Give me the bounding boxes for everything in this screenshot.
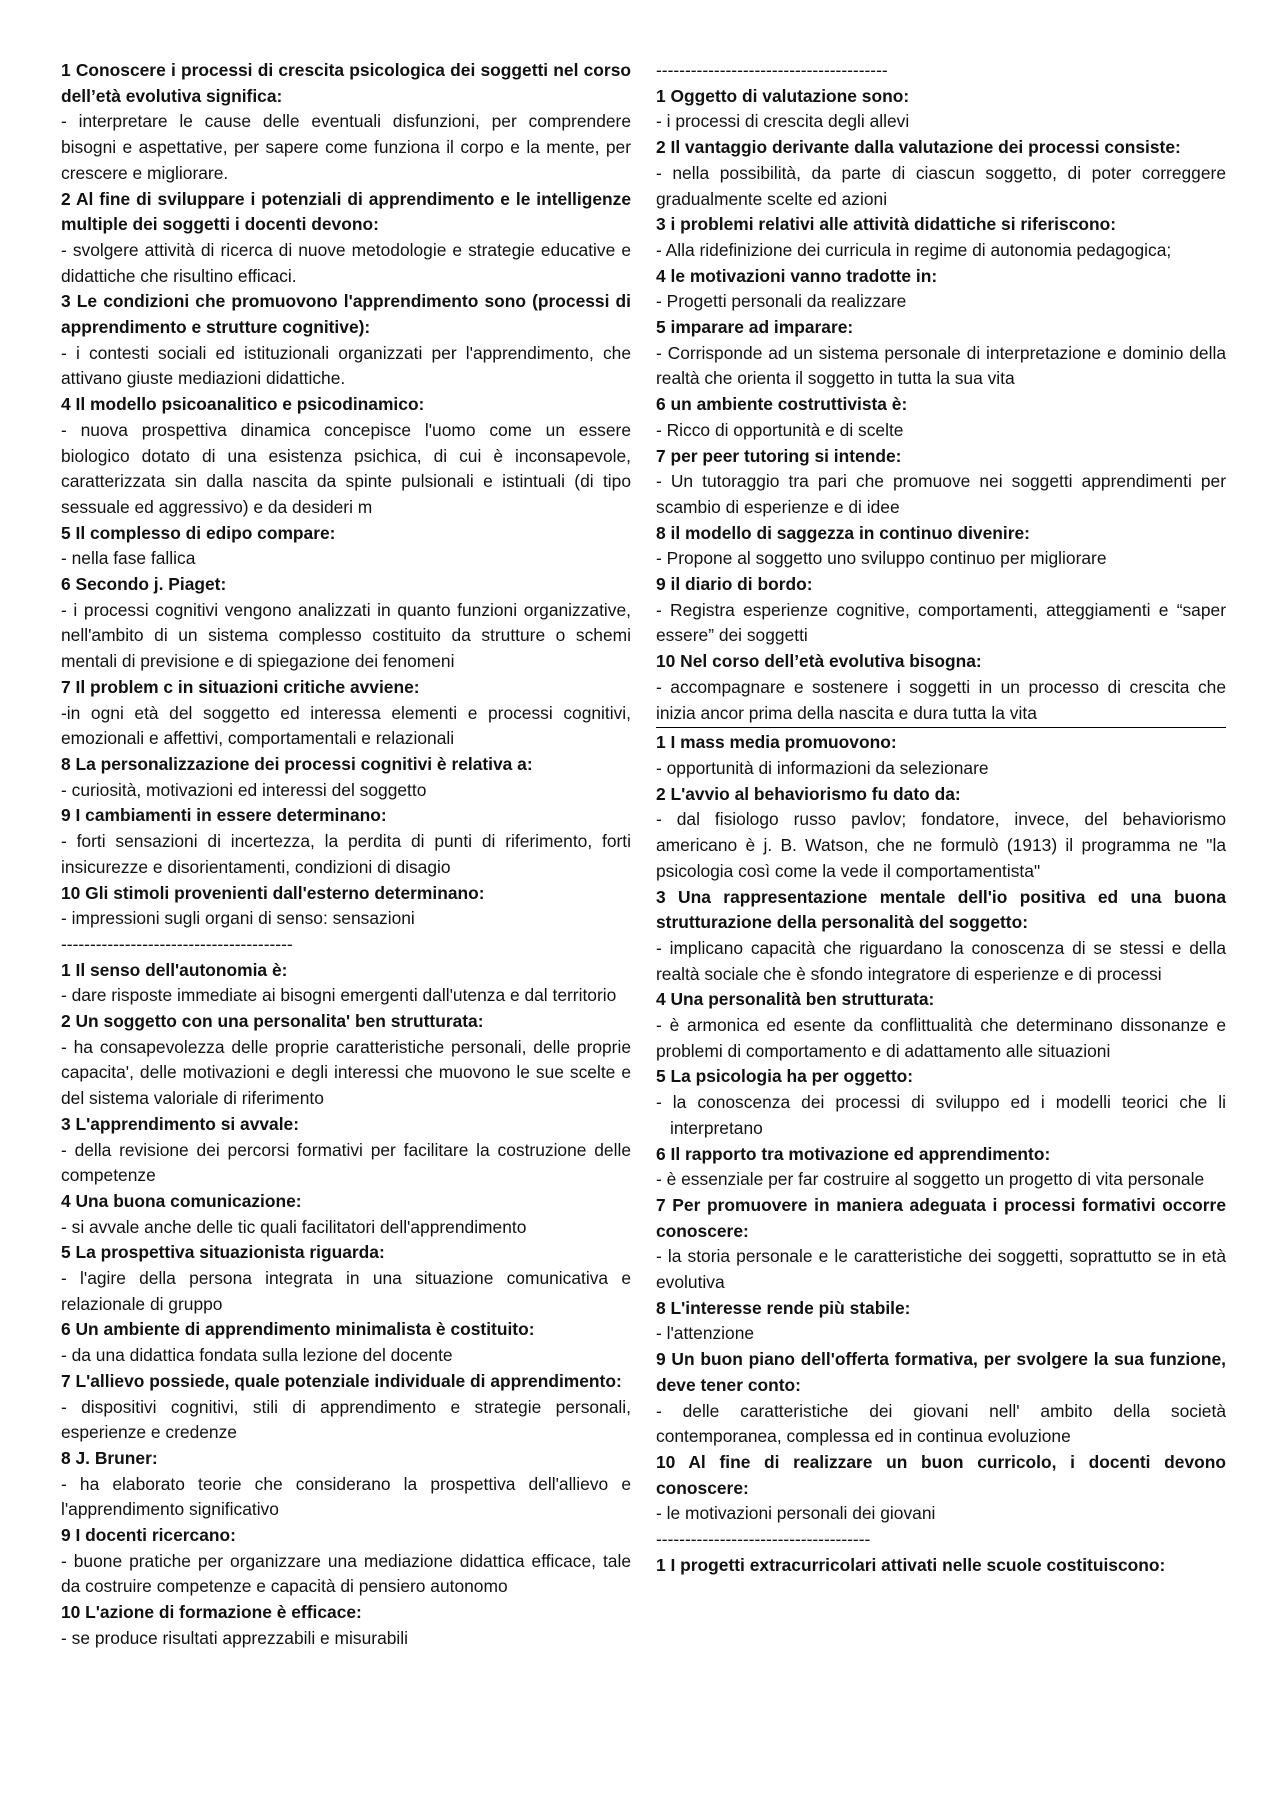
qa-item <box>61 675 631 752</box>
question: 2 Un soggetto con una personalita' ben strutturata: <box>61 1011 484 1032</box>
qa-item <box>61 958 631 1009</box>
right-column <box>656 58 1226 1578</box>
qa-item <box>656 1064 1226 1141</box>
qa-item <box>61 881 631 932</box>
question: 6 Un ambiente di apprendimento minimalista è costituito: <box>61 1319 535 1340</box>
answer: - svolgere attività di ricerca di nuove metodologie e strategie educative e didattiche che risultino efficaci. <box>61 239 631 286</box>
question: 7 L'allievo possiede, quale potenziale individuale di apprendimento: <box>61 1370 622 1391</box>
qa-item <box>61 1009 631 1112</box>
question: 2 Al fine di sviluppare i potenziali di apprendimento e le intelligenze multiple dei soggetti i docenti devono: <box>61 188 631 235</box>
question: 2 Il vantaggio derivante dalla valutazione dei processi consiste: <box>656 137 1181 158</box>
answer: - curiosità, motivazioni ed interessi del soggetto <box>61 779 427 800</box>
question: 9 Un buon piano dell'offerta formativa, per svolgere la sua funzione, deve tener conto: <box>656 1349 1226 1395</box>
qa-item <box>61 58 631 187</box>
answer: - della revisione dei percorsi formativi per facilitare la costruzione delle competenze <box>61 1139 631 1186</box>
qa-item <box>656 264 1226 315</box>
separator-line: ---------------------------------------- <box>61 933 293 954</box>
answer: - i processi cognitivi vengono analizzati in quanto funzioni organizzative, nell'ambito di un sistema complesso costituito da strutture o schemi mentali di previsione e di spiegazione dei fenomeni <box>61 599 631 672</box>
answer: - forti sensazioni di incertezza, la perdita di punti di riferimento, forti insicurezze e disorientamenti, condizioni di disagio <box>61 831 631 877</box>
qa-item <box>656 1347 1226 1450</box>
qa-item <box>656 987 1226 1064</box>
qa-item <box>656 649 1226 726</box>
answer: - la storia personale e le caratteristiche dei soggetti, soprattutto se in età evolutiva <box>656 1246 1226 1293</box>
answer: - si avvale anche delle tic quali facilitatori dell'apprendimento <box>61 1216 527 1237</box>
qa-item <box>656 212 1226 263</box>
answer: - i processi di crescita degli allevi <box>656 111 910 132</box>
question: 4 Il modello psicoanalitico e psicodinamico: <box>61 394 425 415</box>
qa-item <box>656 392 1226 443</box>
question: 4 Una buona comunicazione: <box>61 1190 302 1211</box>
answer: - Propone al soggetto uno sviluppo continuo per migliorare <box>656 548 1107 569</box>
answer: - i contesti sociali ed istituzionali organizzati per l'apprendimento, che attivano giuste mediazioni didattiche. <box>61 342 631 389</box>
qa-item <box>61 1369 631 1446</box>
question: 10 L'azione di formazione è efficace: <box>61 1602 362 1623</box>
question: 1 Il senso dell'autonomia è: <box>61 959 288 980</box>
answer: - Progetti personali da realizzare <box>656 291 907 312</box>
question: 7 Il problem c in situazioni critiche avviene: <box>61 676 420 697</box>
qa-item <box>656 1193 1226 1296</box>
qa-item <box>61 803 631 880</box>
answer: - ha consapevolezza delle proprie caratteristiche personali, delle proprie capacita', delle motivazioni e degli interessi che muovono le sue scelte e del sistema valoriale di riferimento <box>61 1036 631 1109</box>
answer: - Ricco di opportunità e di scelte <box>656 419 904 440</box>
question: 8 il modello di saggezza in continuo divenire: <box>656 522 1030 543</box>
answer: - nella possibilità, da parte di ciascun soggetto, di poter correggere gradualmente scelte ed azioni <box>656 162 1226 209</box>
left-section-1 <box>61 58 631 932</box>
left-column <box>61 58 631 1652</box>
question: 10 Nel corso dell’età evolutiva bisogna: <box>656 651 982 672</box>
question: 3 i problemi relativi alle attività didattiche si riferiscono: <box>656 214 1117 235</box>
answer: - Registra esperienze cognitive, comportamenti, atteggiamenti e “saper essere” dei soggetti <box>656 599 1226 646</box>
question: 5 La psicologia ha per oggetto: <box>656 1066 914 1087</box>
question: 9 il diario di bordo: <box>656 574 813 595</box>
qa-item <box>656 444 1226 521</box>
qa-item <box>656 135 1226 212</box>
qa-item <box>61 572 631 675</box>
question: 6 Il rapporto tra motivazione ed apprendimento: <box>656 1143 1051 1164</box>
qa-item <box>656 315 1226 392</box>
question: 5 La prospettiva situazionista riguarda: <box>61 1242 385 1263</box>
qa-item <box>61 289 631 392</box>
question: 1 I mass media promuovono: <box>656 732 897 753</box>
answer: - le motivazioni personali dei giovani <box>656 1503 936 1524</box>
question: 1 I progetti extracurricolari attivati nelle scuole costituiscono: <box>656 1554 1166 1575</box>
right-section-1 <box>656 58 1226 726</box>
qa-item <box>656 1450 1226 1527</box>
answer: - Corrisponde ad un sistema personale di interpretazione e dominio della realtà che orienta il soggetto in tutta la sua vita <box>656 342 1226 389</box>
question: 5 Il complesso di edipo compare: <box>61 522 336 543</box>
question: 1 Oggetto di valutazione sono: <box>656 85 910 106</box>
left-section-2 <box>61 932 631 1652</box>
answer: - interpretare le cause delle eventuali disfunzioni, per comprendere bisogni e aspettative, per sapere come funziona il corpo e la mente, per crescere e migliorare. <box>61 111 631 183</box>
qa-item <box>656 885 1226 988</box>
answer: - delle caratteristiche dei giovani nell' ambito della società contemporanea, complessa ed in continua evoluzione <box>656 1400 1226 1447</box>
qa-item <box>656 730 1226 781</box>
qa-item <box>656 84 1226 135</box>
answer: - dispositivi cognitivi, stili di apprendimento e strategie personali, esperienze e credenze <box>61 1396 631 1443</box>
qa-item <box>656 782 1226 885</box>
answer: - se produce risultati apprezzabili e misurabili <box>61 1627 408 1648</box>
answer: - buone pratiche per organizzare una mediazione didattica efficace, tale da costruire competenze e capacità di pensiero autonomo <box>61 1550 631 1597</box>
answer: - è essenziale per far costruire al soggetto un progetto di vita personale <box>656 1169 1205 1190</box>
qa-item <box>61 1600 631 1651</box>
qa-item <box>656 521 1226 572</box>
question: 3 Le condizioni che promuovono l'apprendimento sono (processi di apprendimento e strutture cognitive): <box>61 291 631 338</box>
question: 1 Conoscere i processi di crescita psicologica dei soggetti nel corso dell’età evolutiva significa: <box>61 60 631 106</box>
horizontal-rule <box>656 727 1226 728</box>
question: 7 Per promuovere in maniera adeguata i processi formativi occorre conoscere: <box>656 1194 1226 1241</box>
qa-item <box>61 1446 631 1523</box>
question: 7 per peer tutoring si intende: <box>656 445 902 466</box>
qa-item <box>61 1240 631 1317</box>
question: 2 L'avvio al behaviorismo fu dato da: <box>656 783 961 804</box>
right-section-3 <box>656 1527 1226 1578</box>
answer: - la conoscenza dei processi di sviluppo ed i modelli teorici che li interpretano <box>656 1092 1226 1138</box>
answer: - nella fase fallica <box>61 548 196 569</box>
answer: - implicano capacità che riguardano la conoscenza di se stessi e della realtà sociale che è sfondo integratore di esperienze e di processi <box>656 937 1226 984</box>
qa-item <box>656 1553 1226 1579</box>
question: 6 Secondo j. Piaget: <box>61 574 227 595</box>
qa-item <box>61 392 631 521</box>
answer: - ha elaborato teorie che considerano la prospettiva dell'allievo e l'apprendimento significativo <box>61 1473 631 1520</box>
answer: - dal fisiologo russo pavlov; fondatore, invece, del behaviorismo americano è j. B. Watson, che ne formulò (1913) il programma ne "la psicologia così come la vede il comportamentista" <box>656 809 1226 881</box>
answer: - accompagnare e sostenere i soggetti in un processo di crescita che inizia ancor prima della nascita e dura tutta la vita <box>656 676 1226 723</box>
answer: - l'attenzione <box>656 1323 755 1344</box>
qa-item <box>61 752 631 803</box>
answer: - è armonica ed esente da conflittualità che determinano dissonanze e problemi di comportamento e di adattamento alle situazioni <box>656 1015 1226 1061</box>
answer: - Un tutoraggio tra pari che promuove nei soggetti apprendimenti per scambio di esperienze e di idee <box>656 471 1226 517</box>
question: 3 L'apprendimento si avvale: <box>61 1113 300 1134</box>
qa-item <box>61 1523 631 1600</box>
answer: -in ogni età del soggetto ed interessa elementi e processi cognitivi, emozionali e affettivi, comportamentali e relazionali <box>61 702 631 749</box>
qa-item <box>61 187 631 290</box>
question: 4 Una personalità ben strutturata: <box>656 989 935 1010</box>
answer: - impressioni sugli organi di senso: sensazioni <box>61 908 415 929</box>
separator-line: ------------------------------------- <box>656 1529 871 1550</box>
separator-line: ---------------------------------------- <box>656 60 888 80</box>
question: 9 I docenti ricercano: <box>61 1525 236 1546</box>
question: 8 La personalizzazione dei processi cognitivi è relativa a: <box>61 753 533 774</box>
qa-item <box>61 521 631 572</box>
qa-item <box>656 572 1226 649</box>
answer: - nuova prospettiva dinamica concepisce l'uomo come un essere biologico dotato di una esistenza psichica, di cui è inconsapevole, caratterizzata sin dalla nascita da spinte pulsionali e istintuali (di tipo sessuale ed aggressivo) e da desideri m <box>61 419 631 517</box>
question: 6 un ambiente costruttivista è: <box>656 394 908 415</box>
qa-item <box>656 1296 1226 1347</box>
qa-item <box>61 1317 631 1368</box>
answer: - opportunità di informazioni da selezionare <box>656 757 989 778</box>
question: 9 I cambiamenti in essere determinano: <box>61 805 387 826</box>
answer: - dare risposte immediate ai bisogni emergenti dall'utenza e dal territorio <box>61 985 617 1006</box>
question: 4 le motivazioni vanno tradotte in: <box>656 265 938 286</box>
question: 8 L'interesse rende più stabile: <box>656 1297 911 1318</box>
question: 3 Una rappresentazione mentale dell'io positiva ed una buona strutturazione della personalità del soggetto: <box>656 886 1226 933</box>
qa-item <box>656 1142 1226 1193</box>
qa-item <box>61 1189 631 1240</box>
question: 8 J. Bruner: <box>61 1447 158 1468</box>
question: 5 imparare ad imparare: <box>656 317 854 338</box>
answer: - da una didattica fondata sulla lezione del docente <box>61 1345 453 1366</box>
question: 10 Gli stimoli provenienti dall'esterno determinano: <box>61 882 485 903</box>
answer: - l'agire della persona integrata in una situazione comunicativa e relazionale di gruppo <box>61 1268 631 1314</box>
answer: - Alla ridefinizione dei curricula in regime di autonomia pedagogica; <box>656 239 1172 260</box>
question: 10 Al fine di realizzare un buon curricolo, i docenti devono conoscere: <box>656 1451 1226 1498</box>
right-section-2 <box>656 730 1226 1527</box>
qa-item <box>61 1112 631 1189</box>
